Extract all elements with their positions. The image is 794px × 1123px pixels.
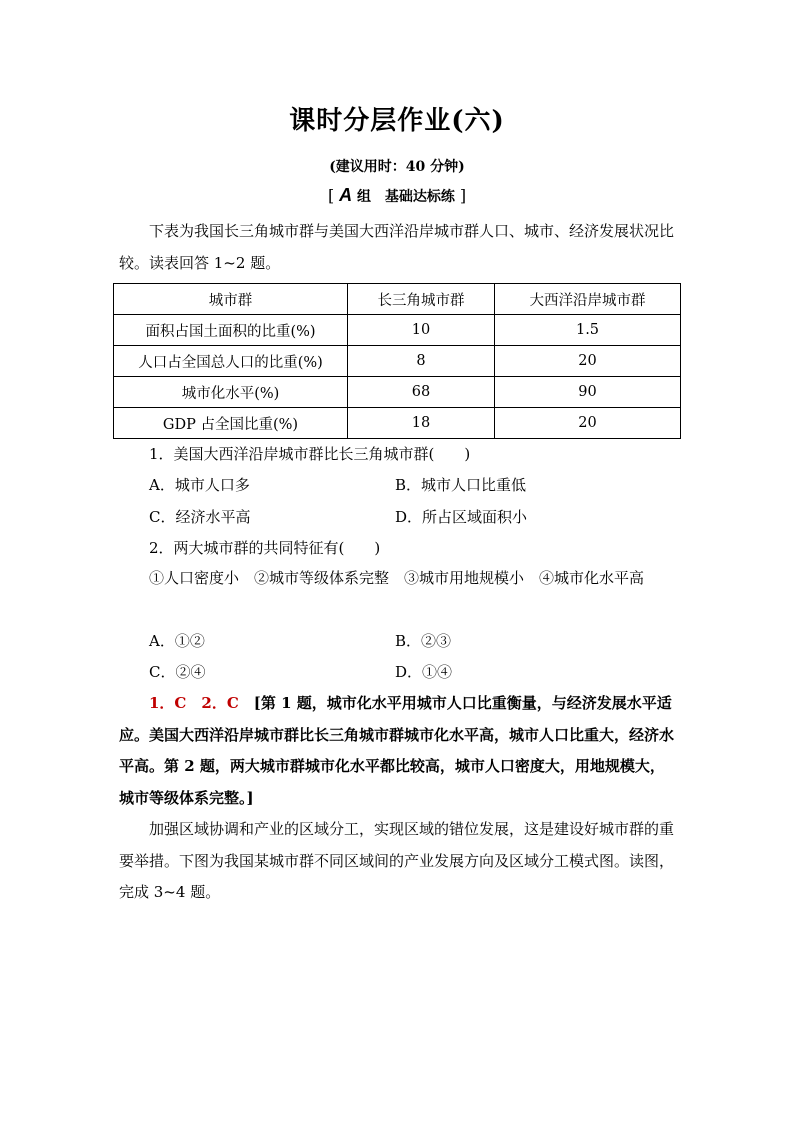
table-cell: 68 [348, 377, 495, 408]
time-note: (建议用时：40 分钟) [329, 159, 465, 175]
question-2-option-a: A．①② [149, 632, 205, 650]
table-cell: 人口占全国总人口的比重(%) [114, 346, 348, 377]
group-bracket-left: [ [327, 186, 335, 205]
table-header-cell: 大西洋沿岸城市群 [495, 284, 681, 315]
question-2-statements: ①人口密度小 ②城市等级体系完整 ③城市用地规模小 ④城市化水平高 [149, 569, 645, 587]
group-letter: A [339, 185, 353, 205]
answer-keys: 1．C 2．C [149, 694, 239, 712]
table-header-row [114, 284, 681, 315]
group-bracket-right: ] [459, 186, 467, 205]
comparison-table [113, 283, 681, 439]
group-label: 组 基础达标练 [356, 189, 455, 205]
intro-paragraph: 下表为我国长三角城市群与美国大西洋沿岸城市群人口、城市、经济发展状况比较。读表回答 1~2 题。 [119, 222, 675, 272]
question-2-stem: 2．两大城市群的共同特征有( ) [149, 539, 381, 557]
question-2-option-d: D．①④ [395, 663, 453, 681]
table-cell: 面积占国土面积的比重(%) [114, 315, 348, 346]
group-heading [0, 185, 794, 206]
table-header-cell: 城市群 [114, 284, 348, 315]
table-row [114, 408, 681, 439]
table-cell: 1.5 [495, 315, 681, 346]
question-1-option-b: B．城市人口比重低 [395, 476, 527, 494]
table-cell: 10 [348, 315, 495, 346]
table-header-cell: 长三角城市群 [348, 284, 495, 315]
table-cell: 20 [495, 346, 681, 377]
page-title: 课时分层作业(六) [289, 106, 505, 136]
table-cell: GDP 占全国比重(%) [114, 408, 348, 439]
table-cell: 20 [495, 408, 681, 439]
table-cell: 18 [348, 408, 495, 439]
table-cell: 90 [495, 377, 681, 408]
question-2-option-c: C．②④ [149, 663, 206, 681]
question-1-stem: 1．美国大西洋沿岸城市群比长三角城市群( ) [149, 445, 471, 463]
table-cell: 城市化水平(%) [114, 377, 348, 408]
question-1-option-a: A．城市人口多 [149, 476, 250, 494]
answer-text: [第 1 题，城市化水平用城市人口比重衡量，与经济发展水平适应。美国大西洋沿岸城市群比长三角城市群城市化水平高，城市人口比重大，经济水平高。第 2 题，两大城市群城市化水平都比较高，城市人口密度大，用地规模大，城市等级体系完整。] [119, 694, 675, 807]
answer-explanation [119, 688, 677, 814]
intro-paragraph-2: 加强区域协调和产业的区域分工，实现区域的错位发展，这是建设好城市群的重要举措。下图为我国某城市群不同区域间的产业发展方向及区域分工模式图。读图，完成 3~4 题。 [119, 820, 675, 901]
table-row [114, 346, 681, 377]
table-row [114, 315, 681, 346]
question-2-option-b: B．②③ [395, 632, 452, 650]
table-row [114, 377, 681, 408]
question-1-option-c: C．经济水平高 [149, 508, 251, 526]
table-cell: 8 [348, 346, 495, 377]
question-1-option-d: D．所占区域面积小 [395, 508, 528, 526]
